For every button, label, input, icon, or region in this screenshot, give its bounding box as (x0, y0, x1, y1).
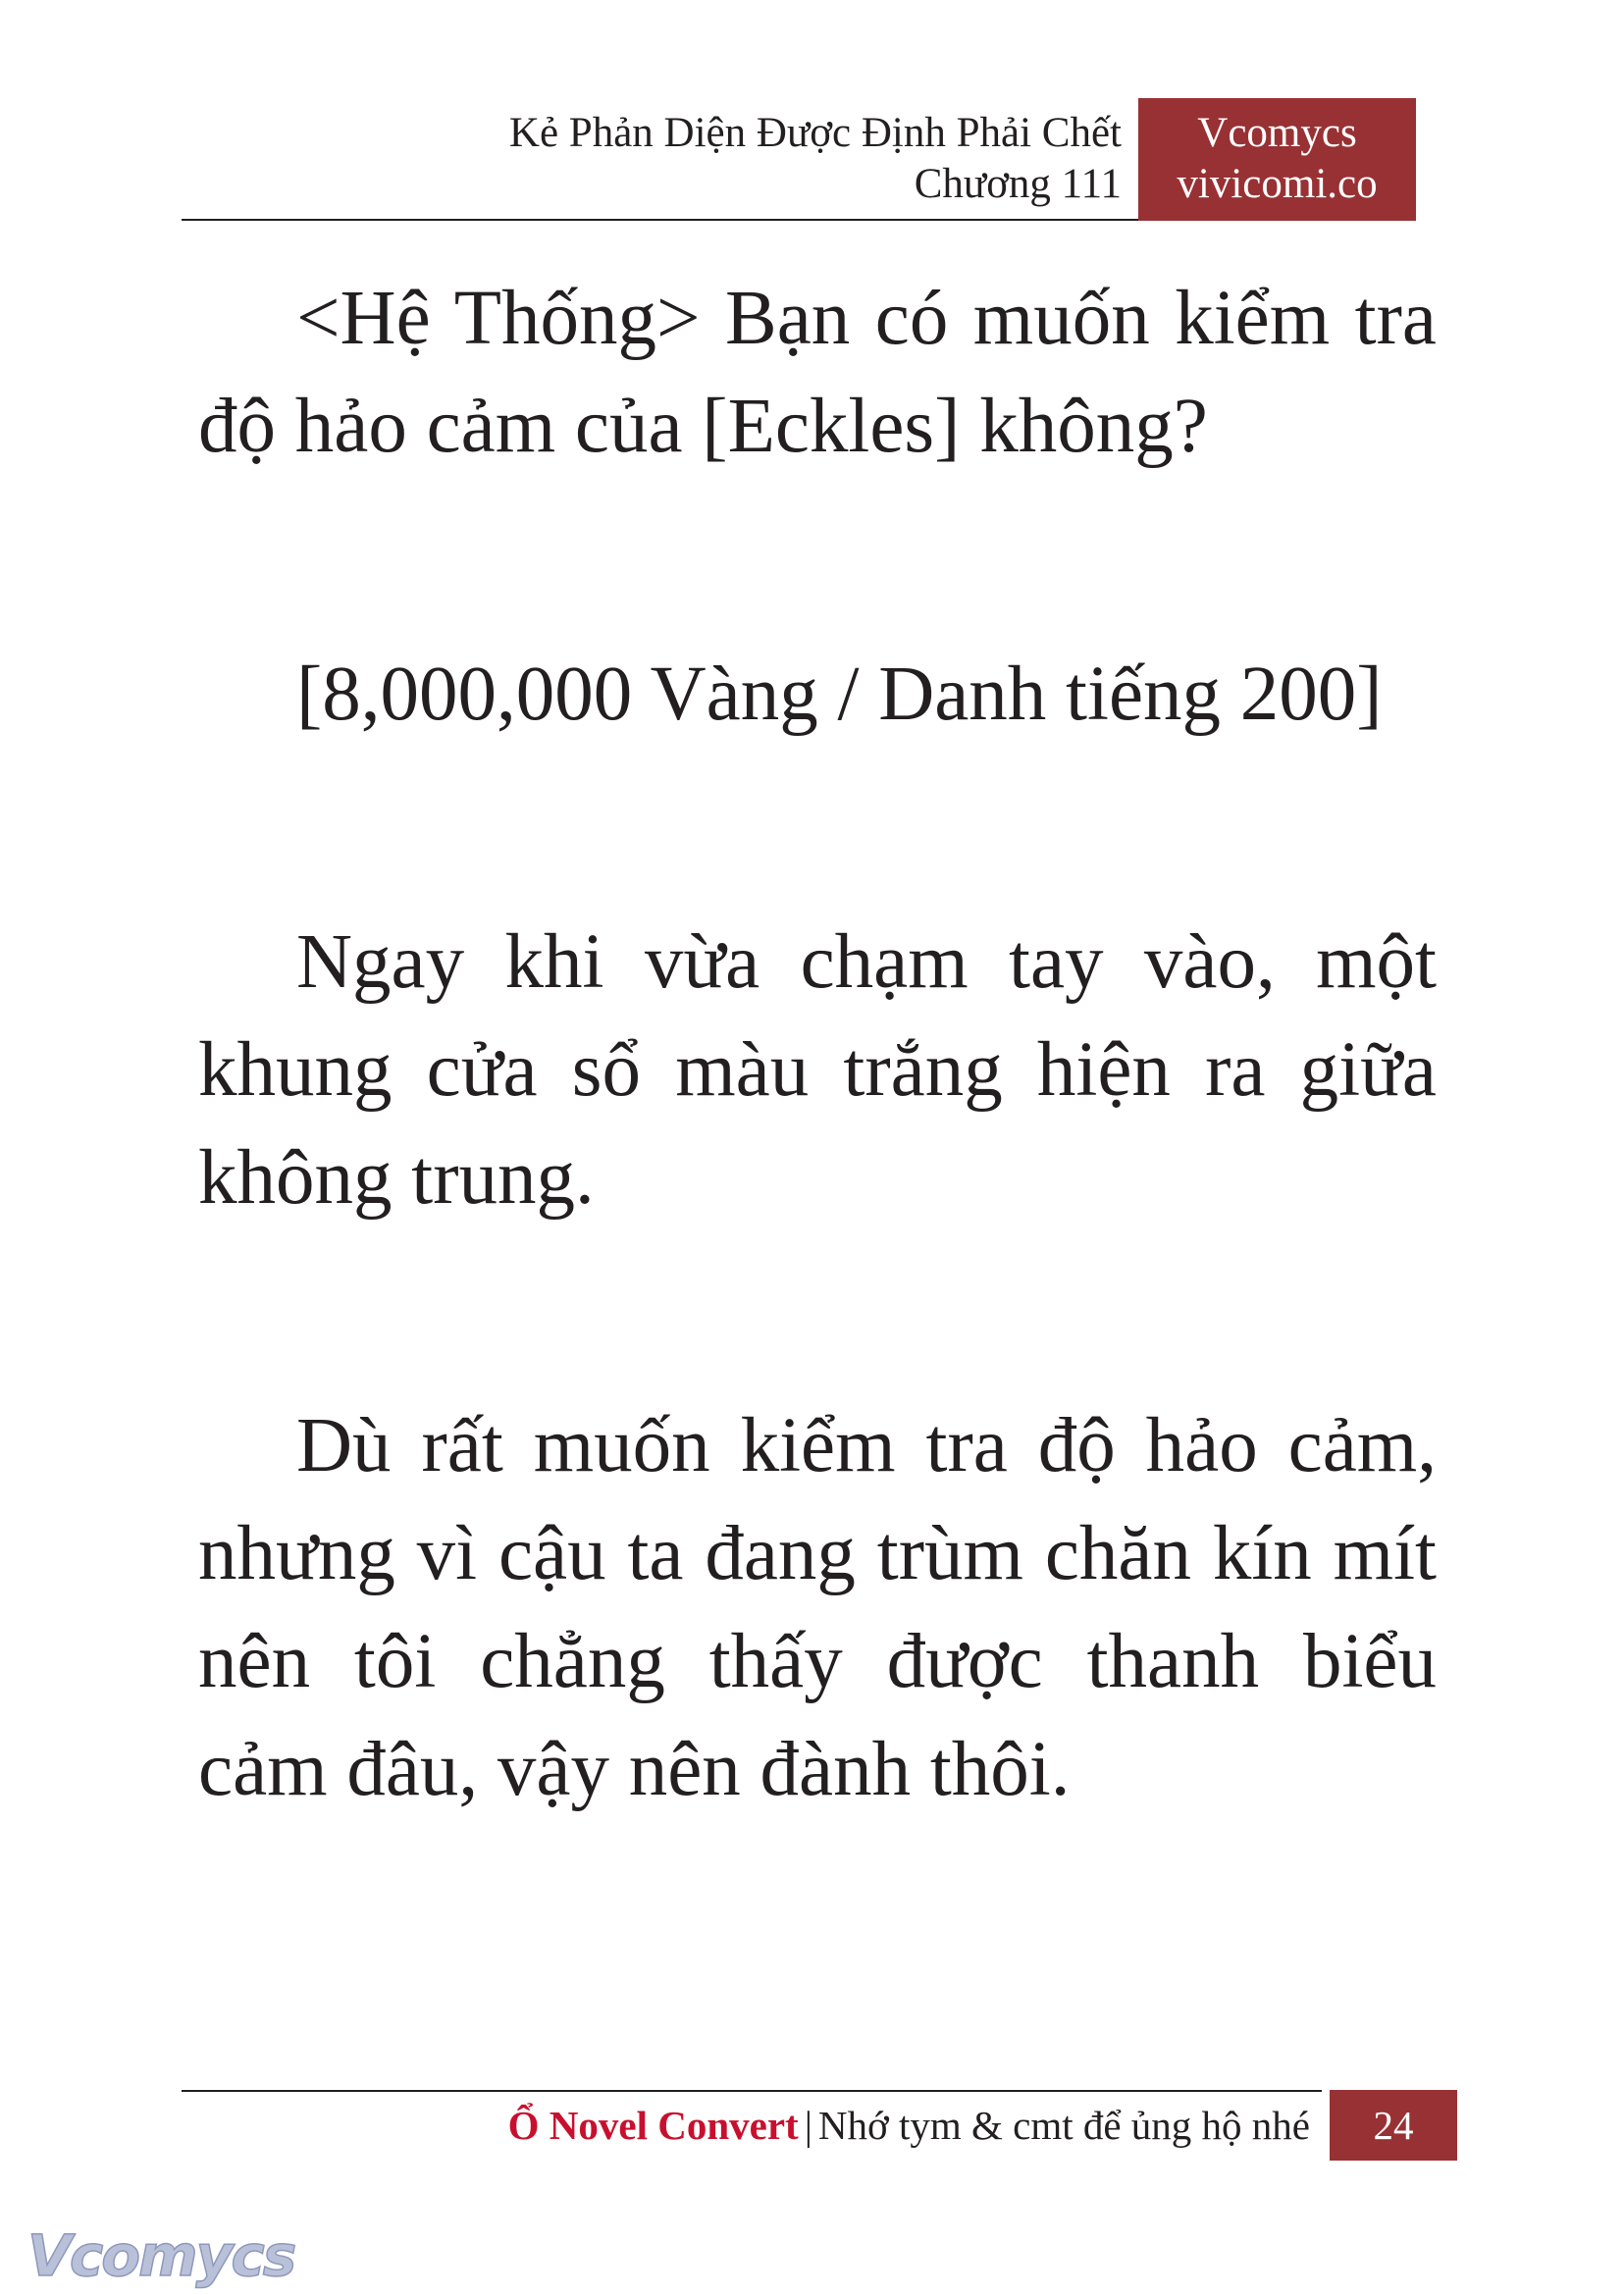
brand-url: vivicomi.co (1177, 161, 1378, 207)
header-divider (182, 219, 1138, 221)
footer-brand: Ổ Novel Convert (507, 2103, 799, 2148)
page-header (182, 98, 1416, 221)
watermark-logo: Vcomycs (27, 2222, 295, 2289)
page-footer (182, 2090, 1457, 2161)
page-content (198, 265, 1437, 1984)
footer-message: Nhớ tym & cmt để ủng hộ nhé (817, 2103, 1310, 2148)
header-title-block (509, 108, 1122, 210)
footer-separator: | (804, 2103, 812, 2148)
footer-text (508, 2098, 1310, 2153)
header-brand-box (1138, 98, 1416, 221)
footer-divider (182, 2090, 1322, 2092)
paragraph-window: Ngay khi vừa chạm tay vào, một khung cửa sổ màu trắng hiện ra giữa không trung. (198, 919, 1437, 1221)
paragraph-system-prompt: <Hệ Thống> Bạn có muốn kiểm tra độ hảo cảm của [Eckles] không? (198, 276, 1437, 469)
paragraph-decision: Dù rất muốn kiểm tra độ hảo cảm, nhưng vì cậu ta đang trùm chăn kín mít nên tôi chẳng thấy được thanh biểu cảm đâu, vậy nên đành thôi. (198, 1403, 1437, 1812)
page-number: 24 (1330, 2090, 1457, 2161)
paragraph-cost: [8,000,000 Vàng / Danh tiếng 200] (296, 652, 1383, 737)
book-title: Kẻ Phản Diện Được Định Phải Chết (508, 110, 1122, 156)
brand-name: Vcomycs (1197, 110, 1357, 156)
chapter-label: Chương 111 (914, 161, 1122, 207)
